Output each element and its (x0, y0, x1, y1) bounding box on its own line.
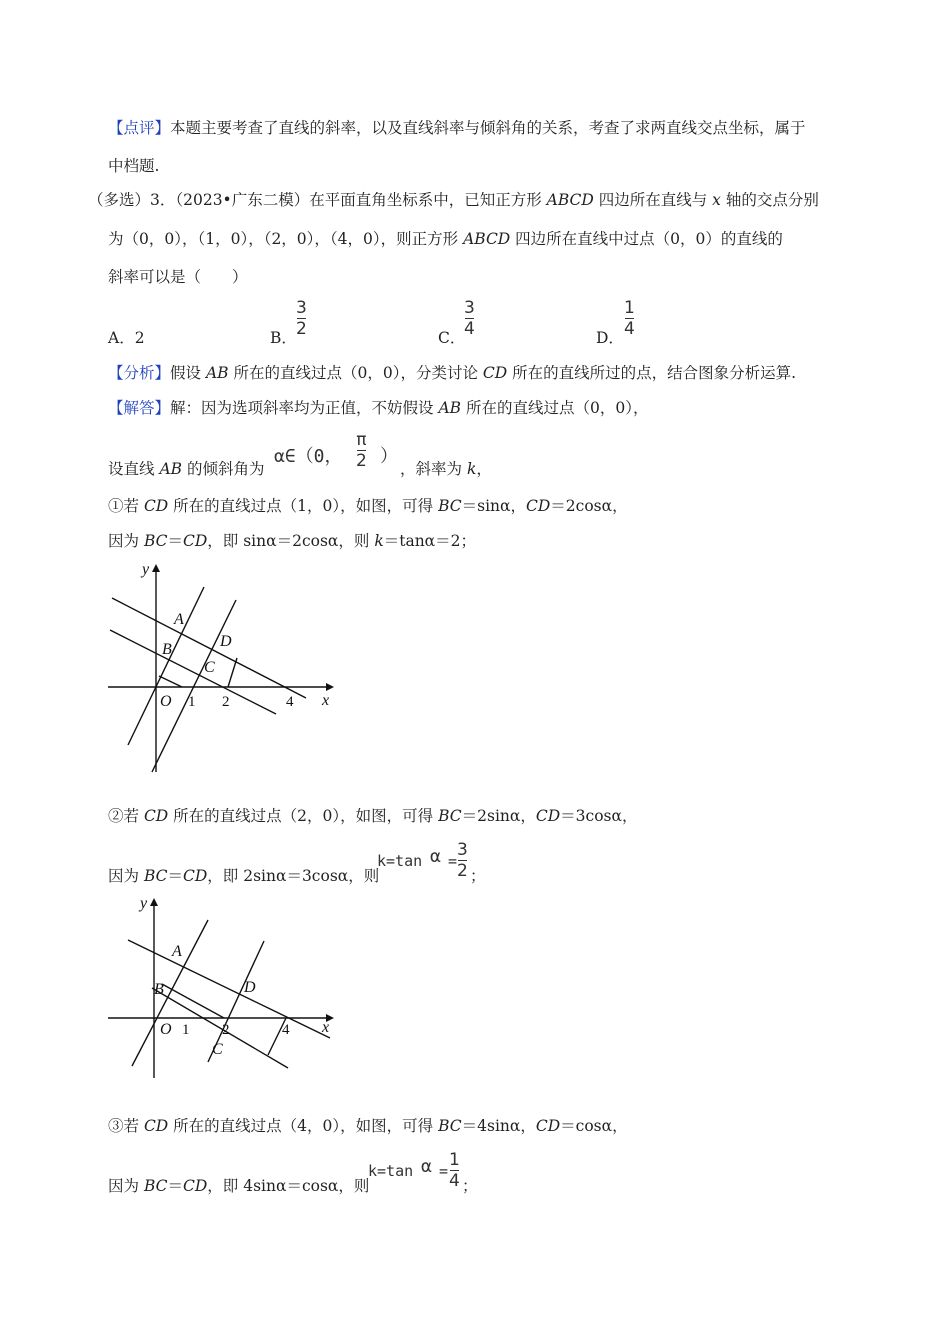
case2-den: 2 (457, 861, 468, 881)
answer-text-2: 所在的直线过点（0，0）， (461, 399, 649, 417)
question-text-4: 为（0，0），（1，0），（2，0），（4，0），则正方形 (108, 230, 464, 248)
analysis-tag: 【分析】 (108, 364, 171, 382)
question-text-3: 轴的交点分别 (720, 191, 819, 209)
fig1-label-d: D (220, 633, 232, 650)
figure-1 (104, 560, 340, 776)
case1-e4: ＝tanα＝2； (383, 532, 476, 550)
case3-d: ＝cosα， (560, 1117, 628, 1135)
question-line-2 (108, 229, 783, 249)
case2-e3: ，即 2sinα＝3cosα，则 (207, 867, 380, 885)
case2-e2: ＝ (167, 867, 183, 885)
case1-e2: ＝ (167, 532, 183, 550)
question-text-5: 四边所在直线中过点（0，0）的直线的 (510, 230, 783, 248)
option-c-den: 4 (464, 319, 475, 339)
case3-k-tan: k=tan (368, 1162, 414, 1180)
review-text-1: 本题主要考查了直线的斜率，以及直线斜率与倾斜角的关系，考查了求两直线交点坐标，属于 (170, 119, 806, 137)
fig1-x-arrow (326, 683, 334, 691)
option-c-num: 3 (464, 298, 475, 318)
answer-text-1: 解：因为选项斜率均为正值，不妨假设 (170, 399, 439, 417)
option-b-fraction (296, 298, 307, 339)
case1-line-1 (108, 496, 628, 516)
analysis-text-2: 所在的直线过点（0，0），分类讨论 (228, 364, 483, 382)
option-c-fraction (464, 298, 475, 339)
fig1-seg-d (228, 658, 237, 687)
case3-alpha: α (421, 1156, 432, 1177)
option-c-label: C． (438, 329, 466, 347)
fig2-tick-4: 4 (282, 1022, 290, 1038)
case3-end: ； (462, 1177, 478, 1195)
option-d-fraction (624, 298, 635, 339)
option-d-den: 4 (624, 319, 635, 339)
fig2-label-c: C (212, 1041, 223, 1058)
case1-cd-3: CD (183, 532, 208, 550)
case3-line-2 (108, 1176, 369, 1196)
fig2-label-d: D (244, 979, 256, 996)
fig1-tick-4: 4 (286, 694, 294, 710)
fig1-label-y: y (142, 561, 150, 578)
pi-num: π (356, 430, 367, 450)
analysis-line (108, 363, 796, 383)
case2-k-tan: k=tan (377, 852, 423, 870)
option-b-num: 3 (296, 298, 307, 318)
question-line-1 (88, 190, 819, 210)
case2-bc: BC (438, 807, 462, 825)
fig2-y-arrow (150, 898, 158, 906)
fig2-label-x: x (322, 1019, 330, 1036)
answer-set-1: 设直线 (108, 460, 160, 478)
answer-set-4: ， (476, 460, 492, 478)
case2-c: ＝2sinα， (461, 807, 536, 825)
fig1-label-b: B (162, 641, 172, 658)
case2-fraction (457, 840, 468, 881)
case2-d: ＝3cosα， (560, 807, 638, 825)
case2-alpha: α (430, 846, 441, 867)
alpha-interval-open: α∈（0， (274, 446, 343, 467)
fig1-tick-2: 2 (222, 694, 230, 710)
case3-cd-3: CD (183, 1177, 208, 1195)
fig1-line-ab (128, 587, 204, 745)
option-a: A．2 (108, 329, 145, 347)
answer-k: k (466, 460, 477, 478)
case1-a: ①若 (108, 497, 144, 515)
case3-c: ＝4sinα， (461, 1117, 536, 1135)
fig2-tick-2: 2 (222, 1022, 230, 1038)
answer-line-2-prefix (108, 459, 264, 479)
case1-cd: CD (143, 497, 169, 515)
case3-den: 4 (449, 1171, 460, 1191)
fig1-seg-o (159, 676, 182, 687)
fig1-line-ad (112, 598, 306, 698)
answer-set-3: ，斜率为 (400, 460, 467, 478)
case3-a: ③若 (108, 1117, 144, 1135)
case2-e1: 因为 (108, 867, 144, 885)
case2-line-2 (108, 866, 379, 886)
question-text-1: （多选）3．（2023•广东二模）在平面直角坐标系中，已知正方形 (88, 191, 547, 209)
option-b-label: B． (270, 329, 297, 347)
answer-ab: AB (438, 399, 462, 417)
fig1-label-c: C (204, 659, 215, 676)
fig1-label-a: A (174, 611, 184, 628)
square-name: ABCD (546, 191, 594, 209)
answer-line-1 (108, 398, 648, 418)
question-text-2: 四边所在直线与 (593, 191, 713, 209)
case1-b: 所在的直线过点（1，0），如图，可得 (168, 497, 439, 515)
option-d-label: D． (596, 329, 624, 347)
case3-num: 1 (449, 1150, 460, 1170)
case2-a: ②若 (108, 807, 144, 825)
answer-ab-2: AB (159, 460, 183, 478)
case3-b: 所在的直线过点（4，0），如图，可得 (168, 1117, 439, 1135)
case1-d: ＝2cosα， (550, 497, 628, 515)
fig2-label-o: O (160, 1021, 172, 1038)
case1-e3: ，即 sinα＝2cosα，则 (207, 532, 375, 550)
case3-eq: = (439, 1162, 449, 1180)
x-axis-name: x (712, 191, 721, 209)
case1-line-2 (108, 531, 476, 551)
analysis-text-3: 所在的直线所过的点，结合图象分析运算. (507, 364, 797, 382)
answer-tag: 【解答】 (108, 399, 171, 417)
answer-line-2-suffix (400, 459, 492, 479)
option-b-den: 2 (296, 319, 307, 339)
fig2-label-a: A (172, 943, 182, 960)
fig1-label-x: x (322, 692, 330, 709)
case2-b: 所在的直线过点（2，0），如图，可得 (168, 807, 439, 825)
case3-e1: 因为 (108, 1177, 144, 1195)
fig2-label-b: B (154, 981, 164, 998)
case2-bc-2: BC (143, 867, 168, 885)
analysis-cd: CD (482, 364, 508, 382)
case3-cd2: CD (535, 1117, 561, 1135)
case3-bc-2: BC (143, 1177, 168, 1195)
square-name-2: ABCD (463, 230, 511, 248)
case1-c: ＝sinα， (461, 497, 526, 515)
case3-bc: BC (438, 1117, 462, 1135)
case2-cd-3: CD (183, 867, 208, 885)
case2-cd2: CD (535, 807, 561, 825)
fig2-tick-1: 1 (182, 1022, 190, 1038)
review-line-1 (108, 118, 806, 138)
case1-k: k (374, 532, 384, 550)
review-line-2: 中档题. (108, 157, 160, 175)
question-line-3: 斜率可以是（ ） (108, 268, 248, 286)
fig1-tick-1: 1 (188, 694, 196, 710)
pi-over-two (356, 430, 367, 471)
case2-cd: CD (143, 807, 169, 825)
case3-cd: CD (143, 1117, 169, 1135)
case2-line-1 (108, 806, 637, 826)
case1-bc: BC (438, 497, 462, 515)
case2-eq: = (448, 852, 458, 870)
case2-num: 3 (457, 840, 468, 860)
fig1-y-arrow (152, 564, 160, 572)
answer-set-2: 的倾斜角为 (182, 460, 265, 478)
case3-fraction (449, 1150, 460, 1191)
case3-e2: ＝ (167, 1177, 183, 1195)
pi-den: 2 (356, 451, 367, 471)
case1-cd2: CD (526, 497, 551, 515)
case3-line-1 (108, 1116, 628, 1136)
case1-bc-2: BC (143, 532, 168, 550)
fig1-label-o: O (160, 693, 172, 710)
analysis-ab: AB (205, 364, 229, 382)
case2-end: ； (470, 867, 486, 885)
review-tag: 【点评】 (108, 119, 171, 137)
option-d-num: 1 (624, 298, 635, 318)
fig2-label-y: y (140, 895, 148, 912)
case1-e1: 因为 (108, 532, 144, 550)
alpha-interval-close: ） (380, 446, 398, 467)
case3-e3: ，即 4sinα＝cosα，则 (207, 1177, 370, 1195)
figure-2 (104, 894, 340, 1080)
fig2-line-ab (132, 920, 208, 1066)
analysis-text-1: 假设 (170, 364, 206, 382)
